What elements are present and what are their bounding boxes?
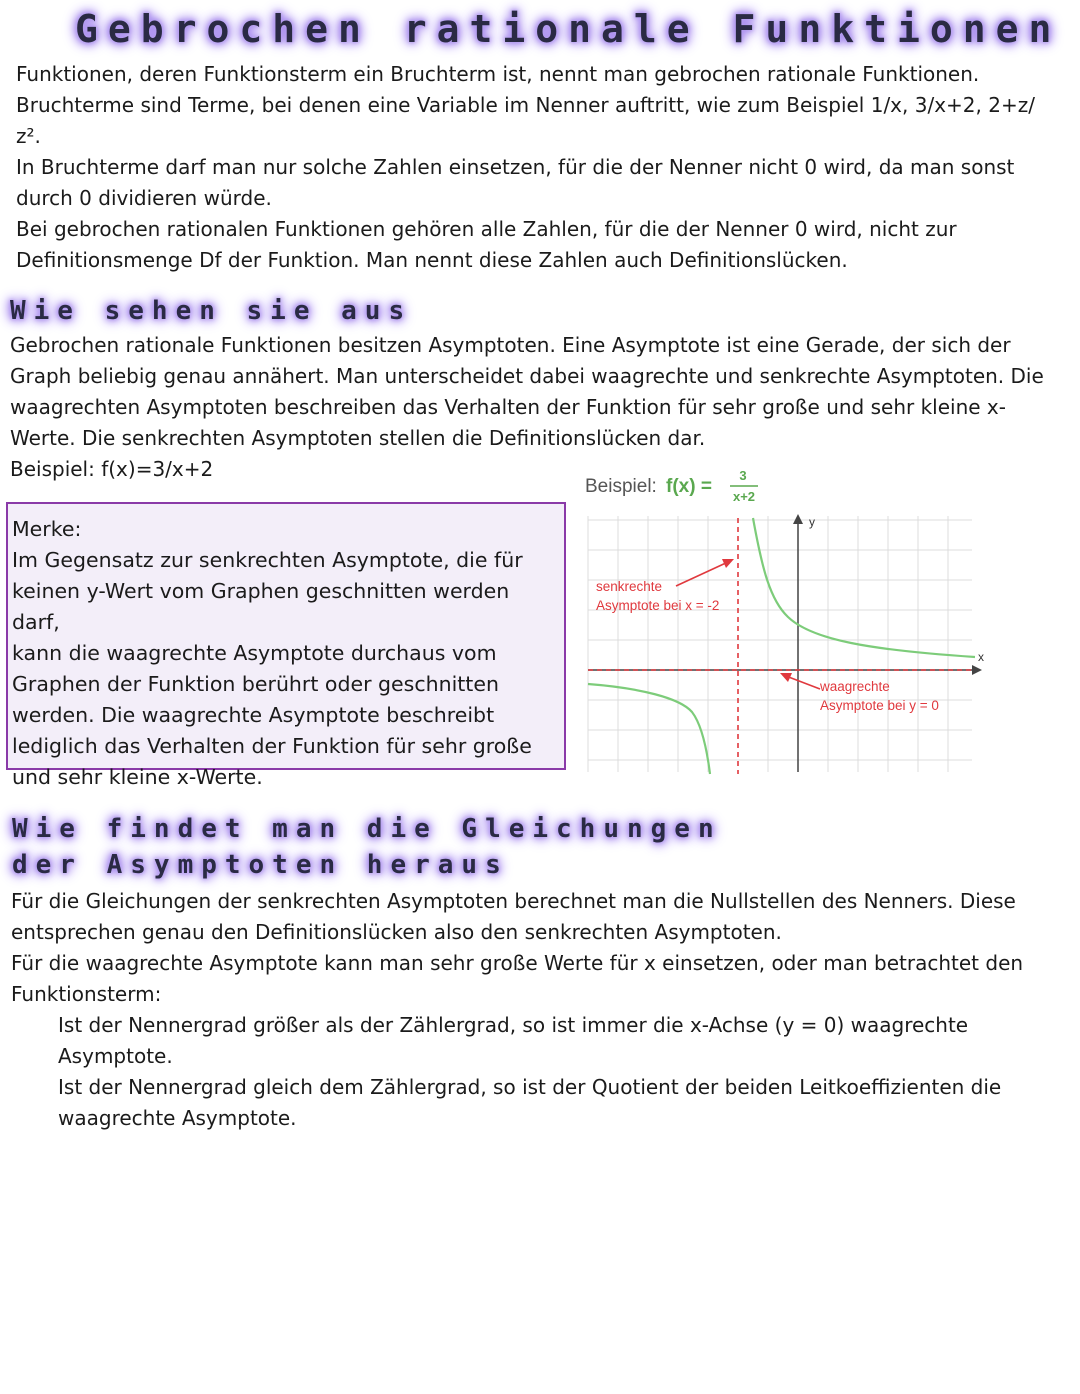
rule-line: Ist der Nennergrad größer als der Zählergrad, so ist immer die x-Achse (y = 0) waagrechte [58,1013,969,1037]
rule-line: waagrechte Asymptote. [58,1106,297,1130]
asymptote-figure [580,460,1000,780]
appearance-line: Werte. Die senkrechten Asymptoten stellen die Definitionslücken dar. [10,426,706,450]
merke-box [6,502,566,789]
figure-numerator: 3 [739,468,747,483]
equations-line: entsprechen genau den Definitionslücken also den senkrechten Asymptoten. [11,920,782,944]
merke-title: Merke: [12,517,82,541]
rule-line: Asymptote. [58,1044,173,1068]
curve-right-branch [753,518,975,657]
intro-line: z². [16,124,41,148]
x-axis-arrow [972,665,982,675]
equations-line: Für die Gleichungen der senkrechten Asymptoten berechnet man die Nullstellen des Nenners. Diese [11,889,1016,913]
horizontal-asymptote-label: Asymptote bei y = 0 [820,698,939,713]
y-axis-label: y [809,515,815,529]
merke-line: lediglich das Verhalten der Funktion für sehr große [12,734,532,758]
vertical-label-arrow [676,562,728,586]
horizontal-asymptote-label: waagrechte [820,679,890,694]
intro-line: Definitionsmenge Df der Funktion. Man nennt diese Zahlen auch Definitionslücken. [16,248,848,272]
intro-text [16,59,1035,276]
figure-label: Beispiel: [585,476,657,497]
appearance-line: waagrechten Asymptoten beschreiben das Verhalten der Funktion für sehr große und sehr kleine x- [10,395,1006,419]
section-heading-equations: Wie findet man die Gleichungen [12,814,722,844]
equations-text [11,886,1023,1134]
merke-line: Graphen der Funktion berührt oder geschnitten [12,672,499,696]
merke-line: und sehr kleine x-Werte. [12,765,263,789]
rule-line: Ist der Nennergrad gleich dem Zählergrad, so ist der Quotient der beiden Leitkoeffizienten die [58,1075,1002,1099]
equations-line: Für die waagrechte Asymptote kann man sehr große Werte für x einsetzen, oder man betrachtet den [11,951,1024,975]
intro-line: Bruchterme sind Terme, bei denen eine Variable im Nenner auftritt, wie zum Beispiel 1/x, 3/x+2, 2+z/ [16,93,1035,117]
intro-line: Bei gebrochen rationalen Funktionen gehören alle Zahlen, für die der Nenner 0 wird, nicht zur [16,217,957,241]
merke-line: Im Gegensatz zur senkrechten Asymptote, die für [12,548,523,572]
vertical-asymptote-label: Asymptote bei x = -2 [596,598,720,613]
vertical-asymptote-label: senkrechte [596,579,663,594]
y-axis-arrow [793,514,803,524]
appearance-line: Graph beliebig genau annähert. Man unterscheidet dabei waagrechte und senkrechte Asymptoten. Die [10,364,1044,388]
horizontal-label-arrow [786,676,820,689]
grid [588,516,972,772]
equations-line: Funktionsterm: [11,982,162,1006]
merke-line: werden. Die waagrechte Asymptote beschreibt [12,703,495,727]
intro-line: Funktionen, deren Funktionsterm ein Bruchterm ist, nennt man gebrochen rationale Funktionen. [16,62,980,86]
intro-line: In Bruchterme darf man nur solche Zahlen einsetzen, für die der Nenner nicht 0 wird, da man sonst [16,155,1015,179]
appearance-line: Gebrochen rationale Funktionen besitzen Asymptoten. Eine Asymptote ist eine Gerade, der sich der [10,333,1011,357]
merke-line: kann die waagrechte Asymptote durchaus vom [12,641,497,665]
example-line: Beispiel: f(x)=3/x+2 [10,457,214,481]
figure-denominator: x+2 [732,489,756,504]
x-axis-label: x [978,650,984,664]
section-heading-equations-2: der Asymptoten heraus [12,850,509,880]
section-heading-appearance: Wie sehen sie aus [10,296,413,326]
merke-line: keinen y-Wert vom Graphen geschnitten werden darf, [12,579,510,634]
figure-fx: f(x) = [666,476,712,497]
page-title: Gebrochen rationale Funktionen [75,7,1062,51]
intro-line: durch 0 dividieren würde. [16,186,272,210]
